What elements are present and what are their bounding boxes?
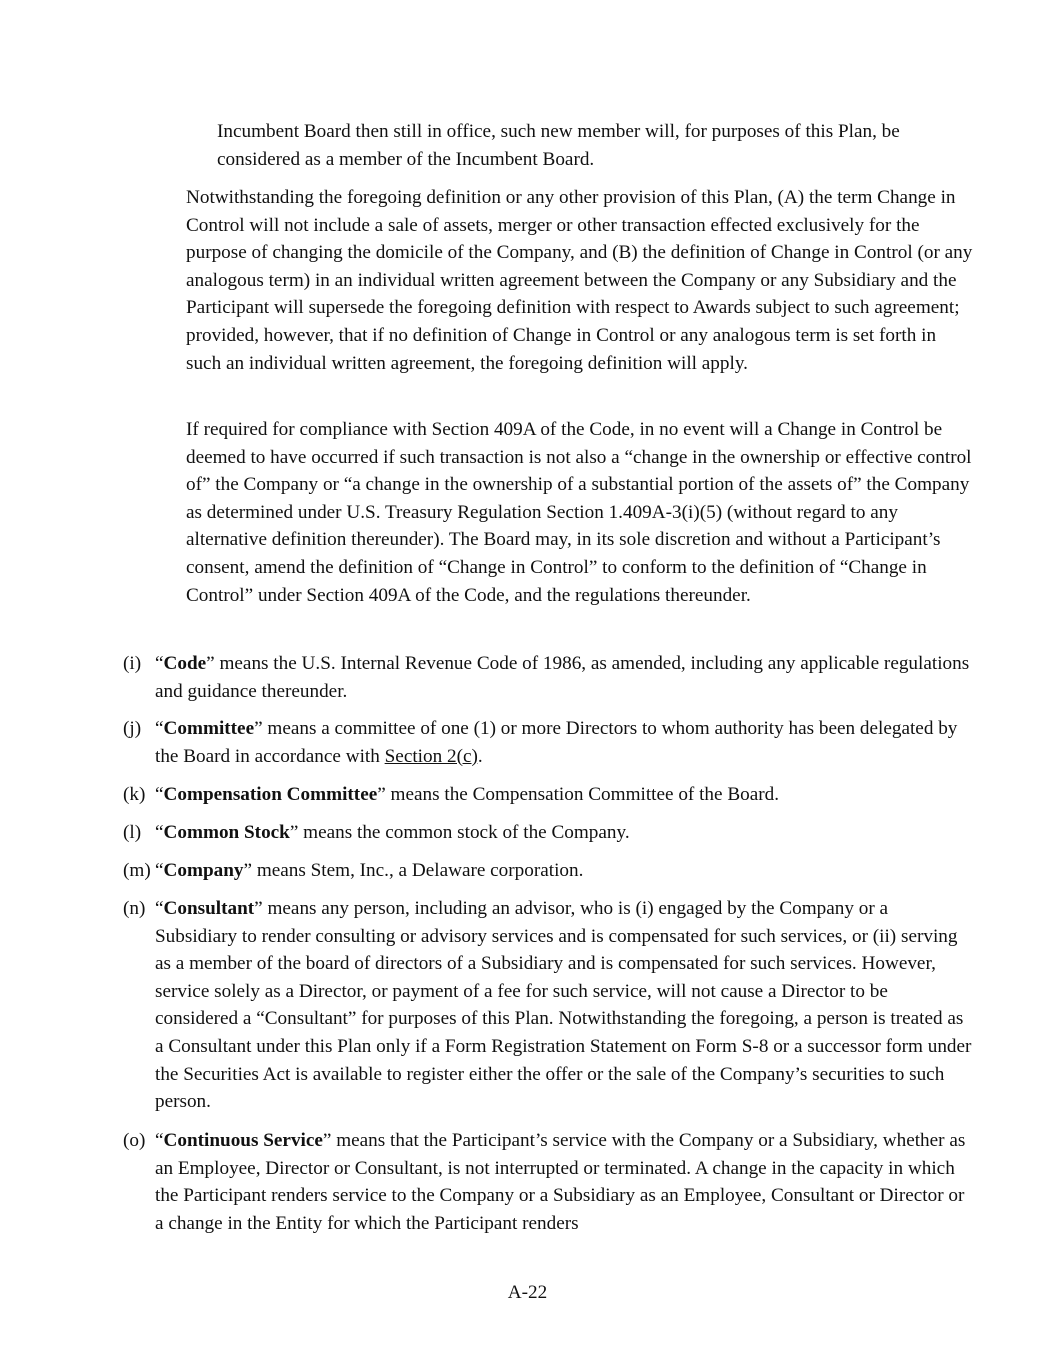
definition-common-stock: (l) “Common Stock” means the common stock of the Company.	[123, 819, 973, 847]
definition-company: (m) “Company” means Stem, Inc., a Delaware corporation.	[123, 857, 973, 885]
definition-label: (l)	[123, 822, 142, 843]
section-2c-link[interactable]: Section 2(c)	[384, 745, 478, 767]
definition-continuous-service: (o) “Continuous Service” means that the Participant’s service with the Company or a Subsidiary, whether as an Employee, Director or Consultant, is not interrupted or terminated. A change in the capacity in which the Participant renders service to the Company or a Subsidiary as an Employee, Consultant or Director or a change in the Entity for which the Participant renders	[123, 1127, 973, 1237]
defined-term: Common Stock	[163, 822, 290, 843]
definition-label: (m)	[123, 860, 151, 881]
definition-label: (k)	[123, 784, 146, 805]
defined-term: Compensation Committee	[163, 784, 378, 805]
definition-label: (i)	[123, 653, 142, 674]
defined-term: Company	[163, 860, 244, 881]
defined-term: Continuous Service	[163, 1130, 323, 1151]
definition-compensation-committee: (k) “Compensation Committee” means the Compensation Committee of the Board.	[123, 781, 973, 809]
definition-label: (n)	[123, 898, 146, 919]
definition-code: (i) “Code” means the U.S. Internal Revenue Code of 1986, as amended, including any applicable regulations and guidance thereunder.	[123, 650, 973, 705]
continuation-paragraph: Incumbent Board then still in office, such new member will, for purposes of this Plan, be considered as a member of the Incumbent Board.	[217, 121, 900, 170]
definition-committee: (j) “Committee” means a committee of one (1) or more Directors to whom authority has been delegated by the Board in accordance with Section 2(c).	[123, 715, 973, 770]
defined-term: Committee	[163, 718, 255, 739]
defined-term: Code	[163, 653, 207, 674]
section-409a-paragraph: If required for compliance with Section 409A of the Code, in no event will a Change in Control be deemed to have occurred if such transaction is not also a “change in the ownership or effective control of” the Company or “a change in the ownership of a substantial portion of the assets of” the Company as determined under U.S. Treasury Regulation Section 1.409A-3(i)(5) (without regard to any alternative definition thereunder). The Board may, in its sole discretion and without a Participant’s consent, amend the definition of “Change in Control” to conform to the definition of “Change in Control” under Section 409A of the Code, and the regulations thereunder.	[186, 419, 972, 606]
definition-label: (j)	[123, 718, 142, 739]
definition-label: (o)	[123, 1130, 146, 1151]
page-number: A-22	[507, 1282, 548, 1303]
defined-term: Consultant	[163, 898, 255, 919]
definition-consultant: (n) “Consultant” means any person, including an advisor, who is (i) engaged by the Company or a Subsidiary to render consulting or advisory services and is compensated for such services, or (ii) serving as a member of the board of directors of a Subsidiary and is compensated for such services. However, service solely as a Director, or payment of a fee for such service, will not cause a Director to be considered a “Consultant” for purposes of this Plan. Notwithstanding the foregoing, a person is treated as a Consultant under this Plan only if a Form Registration Statement on Form S-8 or a successor form under the Securities Act is available to register either the offer or the sale of the Company’s securities to such person.	[123, 895, 973, 1116]
change-in-control-exclusion-paragraph: Notwithstanding the foregoing definition or any other provision of this Plan, (A) the term Change in Control will not include a sale of assets, merger or other transaction effected exclusively for the purpose of changing the domicile of the Company, and (B) the definition of Change in Control (or any analogous term) in an individual written agreement between the Company or any Subsidiary and the Participant will supersede the foregoing definition with respect to Awards subject to such agreement; provided, however, that if no definition of Change in Control or any analogous term is set forth in such an individual written agreement, the foregoing definition will apply.	[186, 187, 973, 374]
